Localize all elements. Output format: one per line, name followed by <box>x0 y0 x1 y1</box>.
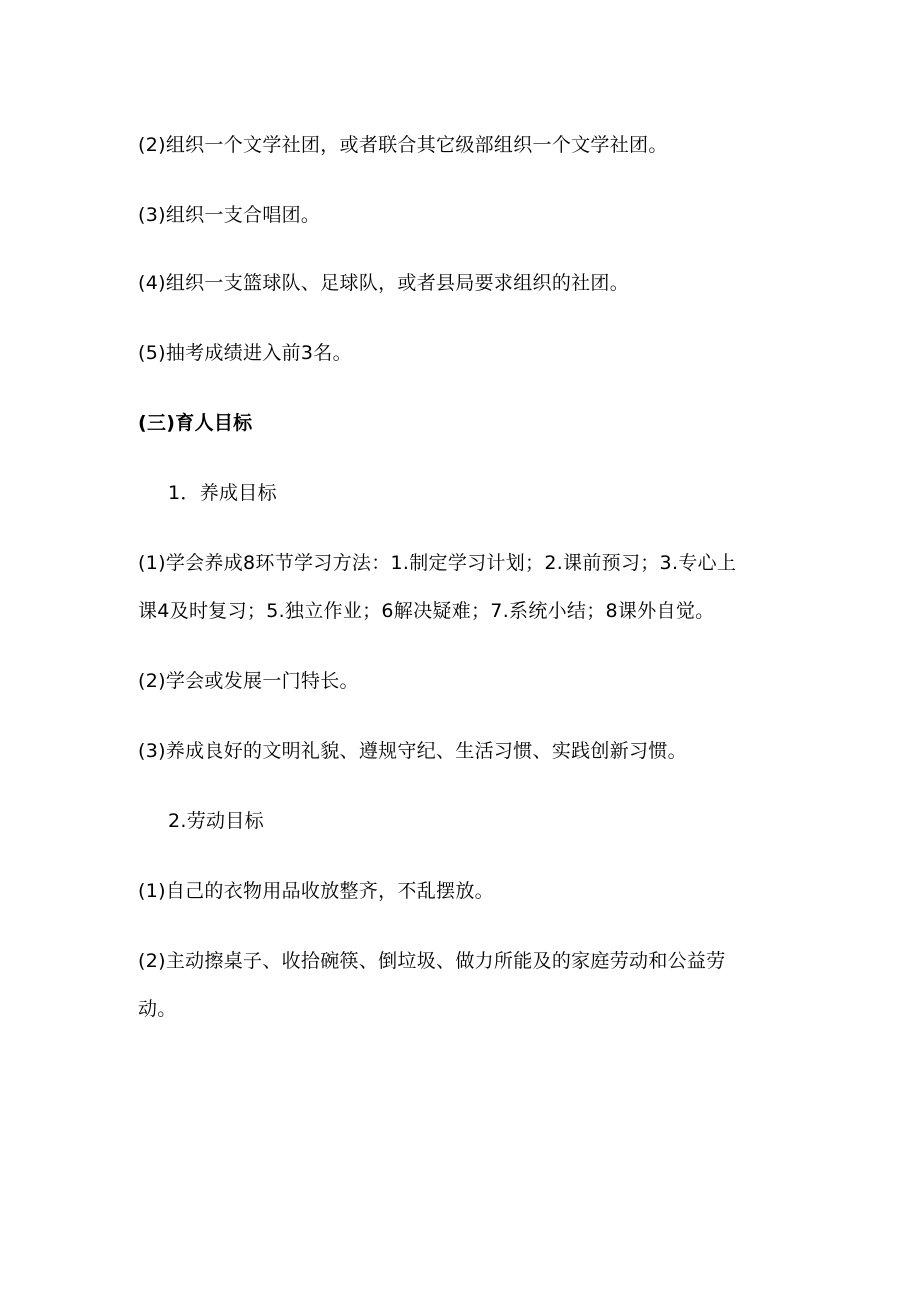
subheading-labor-goals: 2.劳动目标 <box>168 810 264 832</box>
item-4-ball-teams: (4)组织一支篮球队、足球队，或者县局要求组织的社团。 <box>138 272 630 294</box>
item-2-literary-club: (2)组织一个文学社团，或者联合其它级部组织一个文学社团。 <box>138 134 668 156</box>
item-2-household-labor-cont: 动。 <box>138 998 177 1020</box>
item-1-tidy-belongings: (1)自己的衣物用品收放整齐，不乱摆放。 <box>138 880 494 902</box>
item-5-exam-ranking: (5)抽考成绩进入前3名。 <box>138 342 352 364</box>
item-1-study-methods-cont: 课4及时复习；5.独立作业；6解决疑难；7.系统小结；8课外自觉。 <box>138 600 715 622</box>
item-1-study-methods: (1)学会养成8环节学习方法：1.制定学习计划；2.课前预习；3.专心上 <box>138 552 737 574</box>
item-3-good-habits: (3)养成良好的文明礼貌、遵规守纪、生活习惯、实践创新习惯。 <box>138 740 687 762</box>
item-2-household-labor: (2)主动擦桌子、收拾碗筷、倒垃圾、做力所能及的家庭劳动和公益劳 <box>138 950 726 972</box>
section-heading-education-goals: (三)育人目标 <box>138 412 253 434</box>
subheading-habit-goals: 1．养成目标 <box>168 482 277 504</box>
item-3-choir: (3)组织一支合唱团。 <box>138 204 321 226</box>
item-2-specialty: (2)学会或发展一门特长。 <box>138 670 359 692</box>
